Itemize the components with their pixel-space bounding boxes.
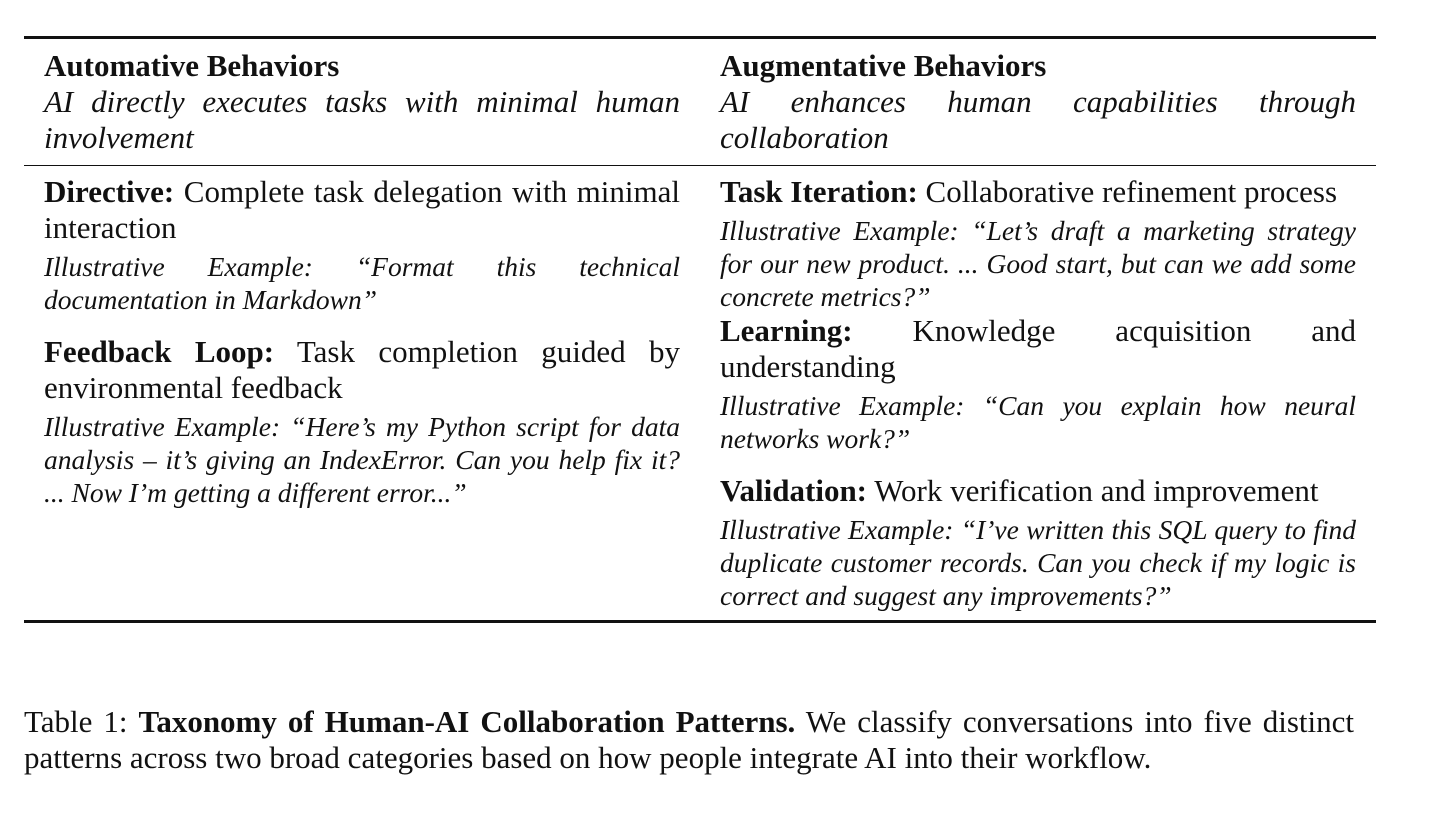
entry-feedback-loop-head xyxy=(44,334,680,406)
entry-gap xyxy=(720,455,1356,473)
caption-text: We classify conversations into five distinct patterns across two broad categories based on how people integrate AI into their workflow. xyxy=(24,704,1354,775)
entry-validation-head xyxy=(720,473,1356,509)
header-automative-subtitle: AI directly executes tasks with minimal human involvement xyxy=(44,84,680,155)
entry-directive-example: Illustrative Example: “Format this technical documentation in Markdown” xyxy=(44,251,680,315)
header-automative-title: Automative Behaviors xyxy=(44,48,340,83)
entry-task-iteration-head xyxy=(720,174,1356,210)
header-augmentative-title: Augmentative Behaviors xyxy=(720,48,1047,83)
table-caption xyxy=(24,704,1354,776)
table-header-row xyxy=(24,39,1376,165)
entry-feedback-loop-example: Illustrative Example: “Here’s my Python script for data analysis – it’s giving an IndexError. Can you help fix it? ... Now I’m getting a different error...” xyxy=(44,411,680,508)
entry-directive-name: Directive: xyxy=(44,174,175,209)
entry-validation-example: Illustrative Example: “I’ve written this SQL query to find duplicate customer records. Can you check if my logic is correct and suggest any improvements?” xyxy=(720,514,1356,611)
entry-feedback-loop-description: Task completion guided by environmental feedback xyxy=(44,334,680,405)
augmentative-column xyxy=(720,174,1356,620)
header-automative xyxy=(24,48,680,156)
entry-learning-name: Learning: xyxy=(720,313,853,348)
taxonomy-table xyxy=(24,36,1376,623)
entry-directive-head xyxy=(44,174,680,246)
table-body-row xyxy=(24,166,1376,620)
entry-validation xyxy=(720,473,1356,612)
header-augmentative xyxy=(720,48,1356,156)
entry-task-iteration-example: Illustrative Example: “Let’s draft a marketing strategy for our new product. ... Good start, but can we add some concrete metrics?” xyxy=(720,215,1356,312)
entry-task-iteration-description: Collaborative refinement process xyxy=(925,174,1338,209)
caption-title: Taxonomy of Human-AI Collaboration Patterns. xyxy=(138,704,796,739)
entry-directive xyxy=(44,174,680,316)
entry-validation-name: Validation: xyxy=(720,473,868,508)
header-augmentative-subtitle: AI enhances human capabilities through collaboration xyxy=(720,84,1356,155)
caption-label: Table 1: xyxy=(24,704,128,739)
table-bottom-rule xyxy=(24,620,1376,623)
entry-learning-example: Illustrative Example: “Can you explain how neural networks work?” xyxy=(720,390,1356,454)
automative-column xyxy=(24,174,680,620)
entry-learning-description: Knowledge acquisition and understanding xyxy=(720,313,1356,384)
entry-validation-description: Work verification and improvement xyxy=(874,473,1319,508)
entry-directive-description: Complete task delegation with minimal interaction xyxy=(44,174,680,245)
entry-task-iteration xyxy=(720,174,1356,313)
entry-learning-head xyxy=(720,313,1356,385)
entry-gap xyxy=(44,316,680,334)
entry-feedback-loop-name: Feedback Loop: xyxy=(44,334,275,369)
entry-feedback-loop xyxy=(44,334,680,509)
body-bottom-spacer xyxy=(720,612,1356,620)
entry-task-iteration-name: Task Iteration: xyxy=(720,174,918,209)
entry-learning xyxy=(720,313,1356,455)
